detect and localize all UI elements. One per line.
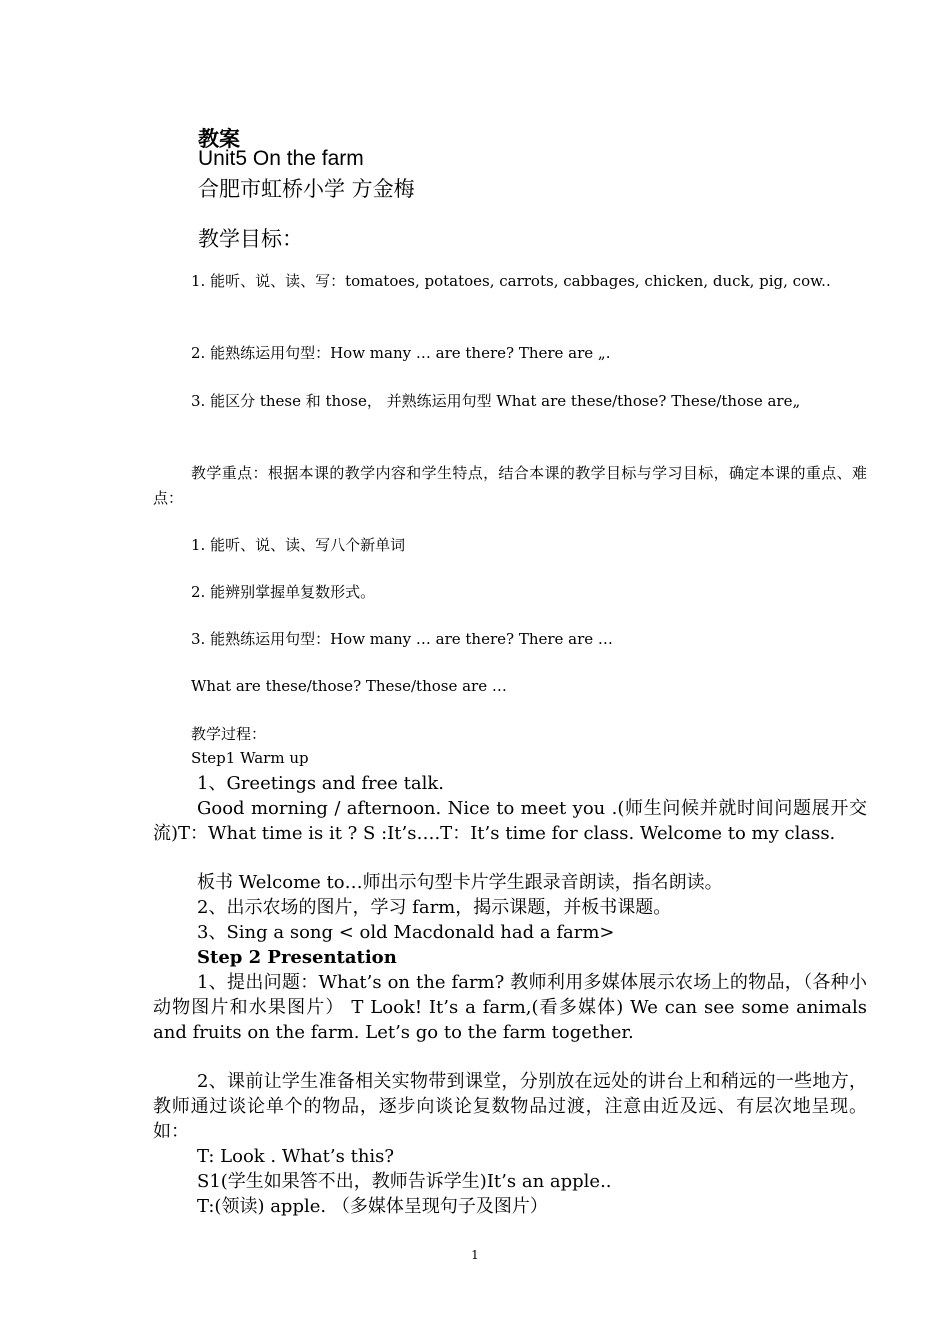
objectives-heading: 教学目标：	[198, 227, 303, 251]
step1-line: 3、Sing a song < old Macdonald had a farm>	[197, 922, 615, 943]
step2-line: T:(领读) apple. （多媒体呈现句子及图片）	[197, 1196, 548, 1217]
step2-title: Step 2 Presentation	[197, 947, 397, 968]
key-point-item: 3. 能熟练运用句型：How many … are there? There are …	[191, 630, 613, 648]
step1-line: 板书 Welcome to…师出示句型卡片学生跟录音朗读，指名朗读。	[197, 872, 723, 893]
step1-line: 1、Greetings and free talk.	[197, 773, 445, 794]
step2-line: T: Look . What’s this?	[197, 1146, 395, 1167]
page-number: 1	[471, 1248, 479, 1262]
unit-title: Unit5 On the farm	[198, 147, 364, 170]
key-point-item: What are these/those? These/those are …	[191, 677, 507, 695]
doc-title: 教案	[198, 126, 240, 151]
objective-item: 3. 能区分 these 和 those， 并熟练运用句型 What are these/those? These/those are„	[191, 392, 801, 410]
step1-title: Step1 Warm up	[191, 749, 309, 767]
key-point-item: 1. 能听、说、读、写八个新单词	[191, 536, 406, 554]
step1-line: 2、出示农场的图片，学习 farm，揭示课题，并板书课题。	[197, 897, 672, 918]
step2-line: S1(学生如果答不出，教师告诉学生)It’s an apple..	[197, 1171, 612, 1192]
step1-line: Good morning / afternoon. Nice to meet you .(师生问候并就时间问题展开交流)T：What time is it ? S :It’s….T：It’s time for class. Welcome to my class.	[153, 798, 867, 844]
author-line: 合肥市虹桥小学 方金梅	[198, 177, 415, 201]
key-points-intro: 教学重点：根据本课的教学内容和学生特点，结合本课的教学目标与学习目标，确定本课的重点、难点：	[153, 464, 867, 507]
key-point-item: 2. 能辨别掌握单复数形式。	[191, 583, 376, 601]
step2-line: 1、提出问题：What’s on the farm? 教师利用多媒体展示农场上的物品，（各种小动物图片和水果图片） T Look! It’s a farm,(看多媒体) We can see some animals and fruits on the farm. Let’s go to the farm together.	[153, 972, 867, 1043]
objective-item: 2. 能熟练运用句型：How many … are there? There are „.	[191, 344, 611, 362]
step2-line: 2、课前让学生准备相关实物带到课堂，分别放在远处的讲台上和稍远的一些地方，教师通过谈论单个的物品，逐步向谈论复数物品过渡，注意由近及远、有层次地呈现。如：	[153, 1071, 867, 1142]
process-heading: 教学过程：	[191, 725, 267, 743]
objective-item: 1. 能听、说、读、写：tomatoes, potatoes, carrots, cabbages, chicken, duck, pig, cow..	[191, 272, 831, 290]
